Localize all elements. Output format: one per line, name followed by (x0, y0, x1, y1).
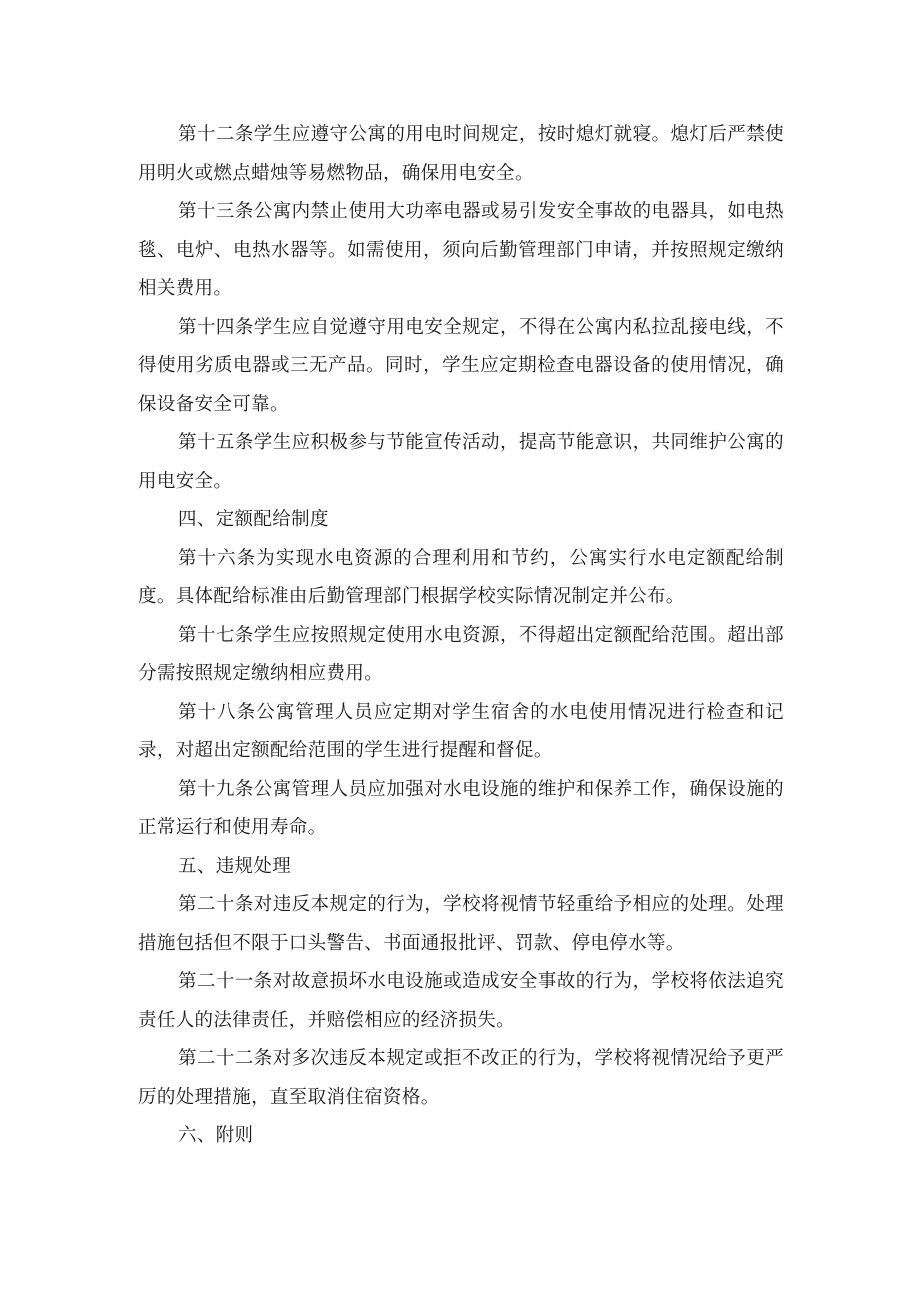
section-heading-quota: 四、定额配给制度 (178, 509, 329, 530)
article-22: 第二十二条对多次违反本规定或拒不改正的行为，学校将视情况给予更严厉的处理措施，直至取消住宿资格。 (138, 1048, 784, 1108)
document-body (138, 116, 784, 1156)
section-heading-supplementary: 六、附则 (178, 1125, 254, 1146)
article-12: 第十二条学生应遵守公寓的用电时间规定，按时熄灯就寝。熄灯后严禁使用明火或燃点蜡烛等易燃物品，确保用电安全。 (138, 124, 784, 184)
article-21: 第二十一条对故意损坏水电设施或造成安全事故的行为，学校将依法追究责任人的法律责任，并赔偿相应的经济损失。 (138, 971, 784, 1031)
article-19: 第十九条公寓管理人员应加强对水电设施的维护和保养工作，确保设施的正常运行和使用寿命。 (138, 778, 784, 838)
article-18: 第十八条公寓管理人员应定期对学生宿舍的水电使用情况进行检查和记录，对超出定额配给范围的学生进行提醒和督促。 (138, 701, 784, 761)
article-15: 第十五条学生应积极参与节能宣传活动，提高节能意识，共同维护公寓的用电安全。 (138, 432, 784, 492)
article-13: 第十三条公寓内禁止使用大功率电器或易引发安全事故的电器具，如电热毯、电炉、电热水器等。如需使用，须向后勤管理部门申请，并按照规定缴纳相关费用。 (138, 201, 784, 299)
article-17: 第十七条学生应按照规定使用水电资源，不得超出定额配给范围。超出部分需按照规定缴纳相应费用。 (138, 624, 784, 684)
article-16: 第十六条为实现水电资源的合理利用和节约，公寓实行水电定额配给制度。具体配给标准由后勤管理部门根据学校实际情况制定并公布。 (138, 547, 784, 607)
article-20: 第二十条对违反本规定的行为，学校将视情节轻重给予相应的处理。处理措施包括但不限于口头警告、书面通报批评、罚款、停电停水等。 (138, 894, 784, 954)
article-14: 第十四条学生应自觉遵守用电安全规定，不得在公寓内私拉乱接电线，不得使用劣质电器或三无产品。同时，学生应定期检查电器设备的使用情况，确保设备安全可靠。 (138, 316, 784, 415)
section-heading-violations: 五、违规处理 (178, 855, 292, 877)
